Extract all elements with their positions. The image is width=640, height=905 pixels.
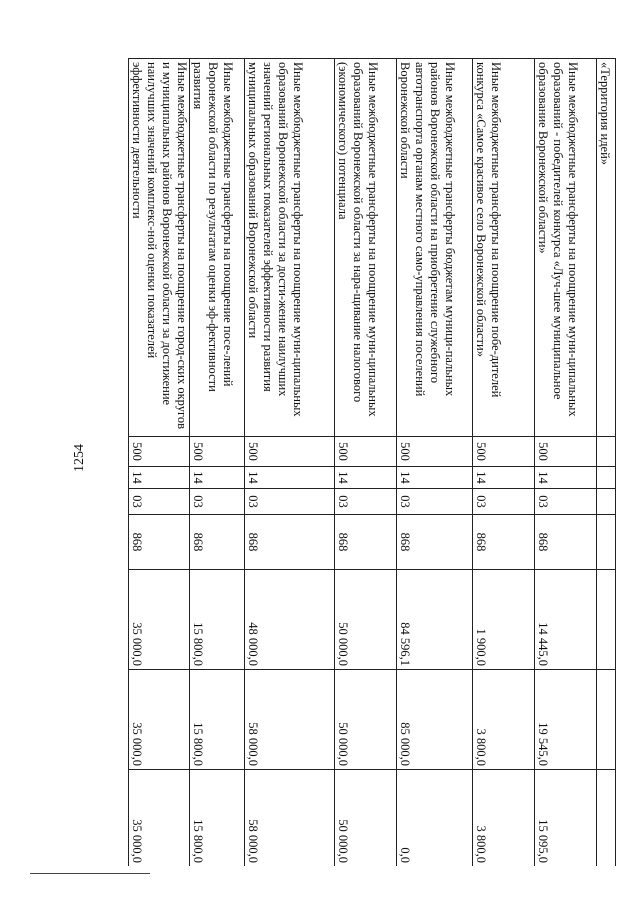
code-cell: 868 <box>335 515 397 570</box>
empty-cell <box>597 489 616 515</box>
value-cell: 14 445,0 <box>535 570 597 670</box>
row-name: Иные межбюджетные трансферты на поощрение муни-ципальных образований Воронежской области за нара-щивание налогового (экономического) потенциала <box>335 59 397 437</box>
table-row <box>190 59 245 867</box>
budget-table <box>128 58 616 866</box>
empty-cell <box>597 515 616 570</box>
code-cell: 03 <box>473 489 535 515</box>
page-number: 1254 <box>72 444 87 472</box>
code-cell: 03 <box>397 489 473 515</box>
row-name: Иные межбюджетные трансферты на поощрение город-ских округов и муниципальных районов Воронежской области за достижение наилучших значений комплекс-ной оценки показателей эффективности деятельности <box>129 59 190 437</box>
code-cell: 868 <box>397 515 473 570</box>
code-cell: 500 <box>397 437 473 467</box>
table-row <box>397 59 473 867</box>
value-cell: 85 000,0 <box>397 670 473 770</box>
value-cell: 50 000,0 <box>335 770 397 867</box>
code-cell: 500 <box>245 437 335 467</box>
value-cell: 15 800,0 <box>190 770 245 867</box>
value-cell: 15 095,0 <box>535 770 597 867</box>
code-cell: 03 <box>245 489 335 515</box>
code-cell: 500 <box>473 437 535 467</box>
value-cell: 19 545,0 <box>535 670 597 770</box>
value-cell: 48 000,0 <box>245 570 335 670</box>
code-cell: 500 <box>335 437 397 467</box>
row-name: Иные межбюджетные трансферты на поощрение муни-ципальных образований - победителей конкурса «Луч-шее муниципальное образование Воронежской области» <box>535 59 597 437</box>
code-cell: 14 <box>190 467 245 489</box>
code-cell: 868 <box>190 515 245 570</box>
table-row <box>245 59 335 867</box>
value-cell: 84 596,1 <box>397 570 473 670</box>
table-row <box>335 59 397 867</box>
value-cell: 50 000,0 <box>335 670 397 770</box>
code-cell: 868 <box>535 515 597 570</box>
budget-table-container <box>110 58 616 866</box>
code-cell: 500 <box>129 437 190 467</box>
value-cell: 35 000,0 <box>129 670 190 770</box>
value-cell: 58 000,0 <box>245 770 335 867</box>
value-cell: 3 800,0 <box>473 670 535 770</box>
code-cell: 14 <box>397 467 473 489</box>
value-cell: 3 800,0 <box>473 770 535 867</box>
table-row <box>597 59 616 867</box>
row-name: Иные межбюджетные трансферты на поощрение муни-ципальных образований Воронежской области за дости-жение наилучших значений региональных показателей эффективности развития муниципальных образований Воронежской области <box>245 59 335 437</box>
value-cell: 58 000,0 <box>245 670 335 770</box>
table-row <box>535 59 597 867</box>
code-cell: 14 <box>335 467 397 489</box>
value-cell: 50 000,0 <box>335 570 397 670</box>
code-cell: 868 <box>245 515 335 570</box>
value-cell: 35 000,0 <box>129 770 190 867</box>
value-cell: 1 900,0 <box>473 570 535 670</box>
code-cell: 500 <box>190 437 245 467</box>
code-cell: 500 <box>535 437 597 467</box>
code-cell: 868 <box>473 515 535 570</box>
code-cell: 03 <box>535 489 597 515</box>
value-cell: 15 800,0 <box>190 670 245 770</box>
empty-cell <box>597 570 616 670</box>
empty-cell <box>597 467 616 489</box>
code-cell: 868 <box>129 515 190 570</box>
empty-cell <box>597 437 616 467</box>
table-row <box>473 59 535 867</box>
value-cell: 15 800,0 <box>190 570 245 670</box>
code-cell: 14 <box>535 467 597 489</box>
row-name: Иные межбюджетные трансферты на поощрение побе-дителей конкурса «Самое красивое село Воронежской области» <box>473 59 535 437</box>
row-name: Иные межбюджетные трансферты бюджетам муници-пальных районов Воронежской области на приобретение служебного автотранспорта органам местного само-управления поселений Воронежской области <box>397 59 473 437</box>
row-name: Иные межбюджетные трансферты на поощрение посе-лений Воронежской области по результатам оценки эф-фективности развития <box>190 59 245 437</box>
code-cell: 03 <box>190 489 245 515</box>
code-cell: 14 <box>245 467 335 489</box>
code-cell: 03 <box>129 489 190 515</box>
value-cell: 35 000,0 <box>129 570 190 670</box>
header-cell: «Территория идей» <box>597 59 616 437</box>
code-cell: 03 <box>335 489 397 515</box>
code-cell: 14 <box>129 467 190 489</box>
value-cell: 0,0 <box>397 770 473 867</box>
code-cell: 14 <box>473 467 535 489</box>
empty-cell <box>597 770 616 867</box>
footnote-rule <box>30 873 150 874</box>
empty-cell <box>597 670 616 770</box>
table-row <box>129 59 190 867</box>
